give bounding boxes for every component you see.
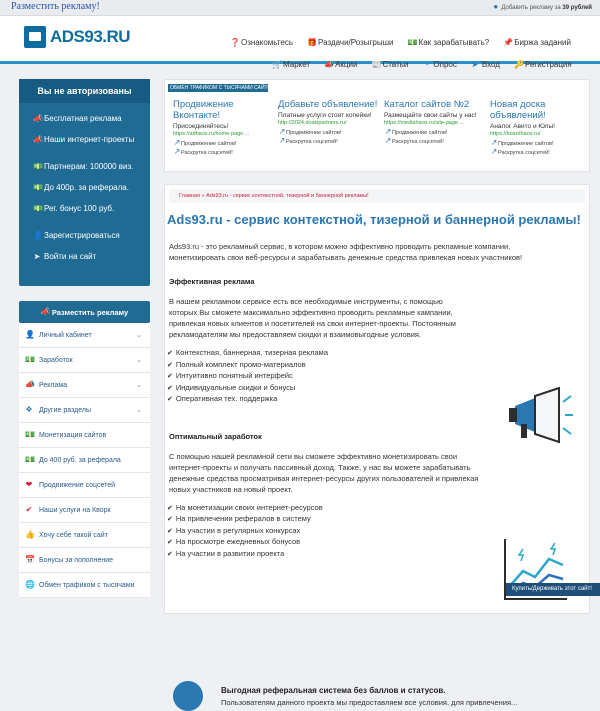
- megaphone-icon: 📣: [324, 59, 335, 69]
- sidebar-menu: [19, 323, 150, 598]
- sidebar-link-register[interactable]: 👤 Зарегистрироваться: [33, 230, 120, 240]
- nav-link-poll[interactable]: ◔ Опрос: [423, 59, 457, 69]
- nav-link-giveaways[interactable]: 🎁 Раздачи/Розыгрыши: [307, 37, 394, 47]
- sidebar-item-account[interactable]: 👤 Личный кабинет ⌄: [19, 323, 150, 348]
- main-content: Главная » Ads93.ru - сервис контекстной, тизерной и баннерной рекламы! Ads93.ru - сервис контекстной, тизерной и баннерной рекламы! Ads93.ru - это рекламный сервис, в котором можно эффективно проводить рекламные компании, монетизировать свои веб-ресурсы и зарабатывать денежные средства привлекая новых участников! Эффективная реклама В нашем рекламном сервисе есть все необходимые инструменты, с помощью которых Вы сможете максимально эффективно проводить рекламные кампании, привлекая новых клиентов и посетителей на свои интернет-проекты. Постоянным рекламодателям мы предоставляем скидки и взаимовыгодные условия. ✔ Контекстная, баннерная, тизерная реклама ✔ Полный комплект промо-материалов ✔ Интуитивно понятный интерфейс ✔ Индивидуальные скидки и бонусы ✔ Оперативная тех. поддержка Оптимальный заработок С помощью нашей рекламной сети вы сможете эффективно монетизировать свои интернет-проекты и получать пассивный доход. Также, у нас вы можете зарабатывать денежные средства просматривая интернет-ресурсы других пользователей и привлекая новых участников на новый проект. ✔ На монетизации своих интернет-ресурсов ✔ На привлечении рефералов в систему ✔ На участии в регулярных конкурсах ✔ На просмотре ежедневных бонусов ✔ На участии в развитии проекта Выгодная реферальная система без баллов и статусов. Пользователям данного проекта мы предоставляем все условия, для привлечения...: [164, 184, 590, 614]
- intro-text: Ads93.ru - это рекламный сервис, в котором можно эффективно проводить рекламные компании, монетизировать свои веб-ресурсы и зарабатывать денежные средства привлекая новых участников!: [169, 242, 523, 262]
- external-link-icon: ↗: [173, 147, 181, 156]
- login-icon: ➤: [33, 251, 41, 261]
- topbar: [0, 0, 600, 16]
- content: [164, 79, 590, 707]
- list-item: ✔ На привлечении рефералов в систему: [167, 514, 589, 526]
- nav-top: [230, 38, 571, 47]
- sidebar-item-bonuses[interactable]: 📅 Бонусы за пополнение: [19, 548, 150, 573]
- ad-block-2[interactable]: Добавьте объявление! Платные услуги стоят копейки! http://2024.doskipartners.ru/ ↗Продвижение сайтов! ↗Раскрутка соцсетей!: [278, 99, 378, 145]
- newspaper-icon: 📰: [371, 59, 382, 69]
- nav-link-task-exchange[interactable]: 📌 Биржа заданий: [503, 37, 571, 47]
- list-item: ✔ На монетизации своих интернет-ресурсов: [167, 503, 589, 515]
- nav-bottom: [272, 60, 572, 69]
- ad-block-4[interactable]: Новая доска объявлений! Аналог Авито и Юлы! https://boardhaos.ru/ ↗Продвижение сайтов! ↗Раскрутка соцсетей!: [490, 99, 555, 156]
- calendar-icon: 📅: [25, 555, 35, 564]
- ad-bar: [164, 79, 590, 172]
- nav-link-register[interactable]: 🔑 Регистрация: [513, 59, 572, 69]
- nav-link-how-to-earn[interactable]: 💵 Как зарабатывать?: [407, 37, 490, 47]
- money-icon: 💵: [33, 182, 43, 192]
- external-link-icon: ↗: [384, 127, 392, 136]
- money-icon: 💵: [33, 161, 43, 171]
- money-icon: 💵: [407, 37, 418, 47]
- breadcrumb-home-link[interactable]: Главная: [179, 193, 200, 199]
- buy-site-button[interactable]: Купить/Держивать этот сайт!: [506, 583, 600, 596]
- sidebar-item-kwork[interactable]: ✔ Наши услуги на Кворк: [19, 498, 150, 523]
- logo-icon: [24, 26, 46, 48]
- list-item: ✔ Оперативная тех. поддержка: [167, 394, 589, 406]
- external-link-icon: ↗: [384, 136, 392, 145]
- auth-title: Вы не авторизованы: [19, 79, 150, 103]
- sidebar-link-referral[interactable]: 💵 До 400р. за реферала.: [33, 182, 129, 192]
- sidebar-link-our-projects[interactable]: 📣 Наши интернет-проекты: [33, 134, 135, 144]
- user-icon: 👤: [25, 330, 35, 339]
- money-icon: 💵: [25, 455, 35, 464]
- nav-link-login[interactable]: ➤ Вход: [471, 59, 500, 69]
- place-ad-top-link[interactable]: Разместить рекламу!: [11, 1, 100, 12]
- coin-icon: ●: [493, 2, 499, 11]
- thumbs-up-icon: 👍: [25, 530, 35, 539]
- header: [0, 16, 600, 69]
- login-icon: ➤: [471, 59, 479, 69]
- list-item: ✔ Контекстная, баннерная, тизерная реклама: [167, 348, 589, 360]
- sidebar-item-want-site[interactable]: 👍 Хочу себе такой сайт: [19, 523, 150, 548]
- nav-link-articles[interactable]: 📰 Статьи: [371, 59, 409, 69]
- breadcrumb: Главная » Ads93.ru - сервис контекстной, тизерной и баннерной рекламы!: [169, 189, 585, 203]
- auth-box: [19, 79, 150, 286]
- ad-block-3[interactable]: Каталог сайтов №2 Размещайте свои сайты у нас! https://mediahaos.ru/site-page ... ↗Продвижение сайтов! ↗Раскрутка соцсетей!: [384, 99, 477, 145]
- traffic-exchange-strip[interactable]: ОБМЕН ТРАФИКОМ С ТЫСЯЧАМИ САЙТОВ: [170, 85, 275, 91]
- list-item: ✔ На участии в регулярных конкурсах: [167, 526, 589, 538]
- sidebar-item-traffic-exchange[interactable]: 🌐 Обмен трафиком с тысячами: [19, 573, 150, 598]
- sidebar-item-other[interactable]: ❖ Другие разделы ⌄: [19, 398, 150, 423]
- check-icon: ✔: [25, 505, 33, 514]
- user-plus-icon: 👤: [33, 230, 43, 240]
- external-link-icon: ↗: [490, 138, 498, 147]
- chevron-down-icon: ⌄: [136, 407, 142, 414]
- sidebar-item-monetization[interactable]: 💵 Монетизация сайтов: [19, 423, 150, 448]
- gift-icon: 🎁: [307, 37, 317, 47]
- pie-chart-icon: ◔: [423, 59, 429, 69]
- nav-link-info[interactable]: ❓ Ознакомьтесь: [230, 37, 294, 47]
- heart-icon: ❤: [25, 480, 33, 489]
- megaphone-icon: 📣: [25, 380, 35, 389]
- cart-icon: 🛒: [272, 59, 282, 69]
- megaphone-icon: 📣: [40, 307, 51, 316]
- megaphone-icon: 📣: [33, 134, 43, 144]
- section-title-ads: Эффективная реклама: [169, 277, 255, 286]
- key-icon: 🔑: [513, 59, 524, 69]
- external-link-icon: ↗: [278, 127, 286, 136]
- external-link-icon: ↗: [173, 138, 181, 147]
- external-link-icon: ↗: [278, 136, 286, 145]
- external-link-icon: ↗: [490, 147, 498, 156]
- nav-link-promotions[interactable]: 📣 Акции: [324, 59, 358, 69]
- sidebar-item-referral[interactable]: 💵 До 400 руб. за реферала: [19, 448, 150, 473]
- section-text-earnings: С помощью нашей рекламной сети вы сможете эффективно монетизировать свои интернет-проекты и получать пассивный доход. Также, у нас вы можете зарабатывать денежные средства просматривая интернет-ресурсы других пользователей и привлекая новых участников на новый проект.: [169, 451, 479, 494]
- page-title: Ads93.ru - сервис контекстной, тизерной и баннерной рекламы!: [167, 212, 581, 227]
- sidebar-link-login[interactable]: ➤ Войти на сайт: [33, 251, 97, 261]
- megaphone-icon: 📣: [33, 113, 43, 123]
- site-logo[interactable]: ADS93.RU: [24, 26, 124, 50]
- breadcrumb-current: Ads93.ru - сервис контекстной, тизерной и баннерной рекламы!: [206, 193, 369, 199]
- nav-link-market[interactable]: 🛒 Маркет: [272, 59, 311, 69]
- section-text-ads: В нашем рекламном сервисе есть все необходимые инструменты, с помощью которых Вы сможете максимально эффективно проводить рекламные кампании, привлекая новых клиентов и посетителей на свои интернет-проекты. Постоянным рекламодателям мы предоставляем скидки и взаимовыгодные условия.: [169, 297, 456, 339]
- chevron-down-icon: ⌄: [136, 332, 142, 339]
- money-icon: 💵: [25, 430, 35, 439]
- megaphone-icon: [507, 386, 573, 452]
- sidebar-link-reg-bonus[interactable]: 💵 Рег. бонус 100 руб.: [33, 203, 115, 213]
- ad-block-1[interactable]: Продвижение Вконтакте! Присоединяйтесь! https://adhaos.ru/home-page ... ↗Продвижение сайтов! ↗Раскрутка соцсетей!: [173, 99, 250, 156]
- chevron-down-icon: ⌄: [136, 382, 142, 389]
- money-icon: 💵: [25, 355, 35, 364]
- list-item: ✔ Индивидуальные скидки и бонусы: [167, 383, 589, 395]
- section-title-earnings: Оптимальный заработок: [169, 431, 262, 441]
- sidebar: [19, 79, 150, 598]
- add-balance-text[interactable]: ● Добавить рекламу за 39 рублей: [493, 2, 592, 11]
- list-item: ✔ На участии в развитии проекта: [167, 549, 589, 561]
- money-icon: 💵: [33, 203, 43, 213]
- sidebar-item-social-promo[interactable]: ❤ Продвижение соцсетей: [19, 473, 150, 498]
- list-item: ✔ Интуитивно понятный интерфейс: [167, 371, 589, 383]
- pushpin-icon: 📌: [503, 37, 514, 47]
- sidebar-item-earnings[interactable]: 💵 Заработок ⌄: [19, 348, 150, 373]
- info-icon: ❓: [230, 37, 240, 47]
- chevron-down-icon: ⌄: [136, 357, 142, 364]
- sidebar-item-advertising[interactable]: 📣 Реклама ⌄: [19, 373, 150, 398]
- list-item: ✔ Полный комплект промо-материалов: [167, 360, 589, 372]
- place-ad-button[interactable]: 📣 Разместить рекламу: [19, 301, 150, 323]
- puzzle-icon: ❖: [25, 405, 33, 414]
- sidebar-link-partners[interactable]: 💵 Партнерам: 100000 виз.: [33, 161, 134, 171]
- list-item: ✔ На просмотре ежедневных бонусов: [167, 537, 589, 549]
- globe-icon: 🌐: [25, 580, 35, 589]
- sidebar-link-free-ads[interactable]: 📣 Бесплатная реклама: [33, 113, 122, 123]
- users-icon: [173, 681, 203, 711]
